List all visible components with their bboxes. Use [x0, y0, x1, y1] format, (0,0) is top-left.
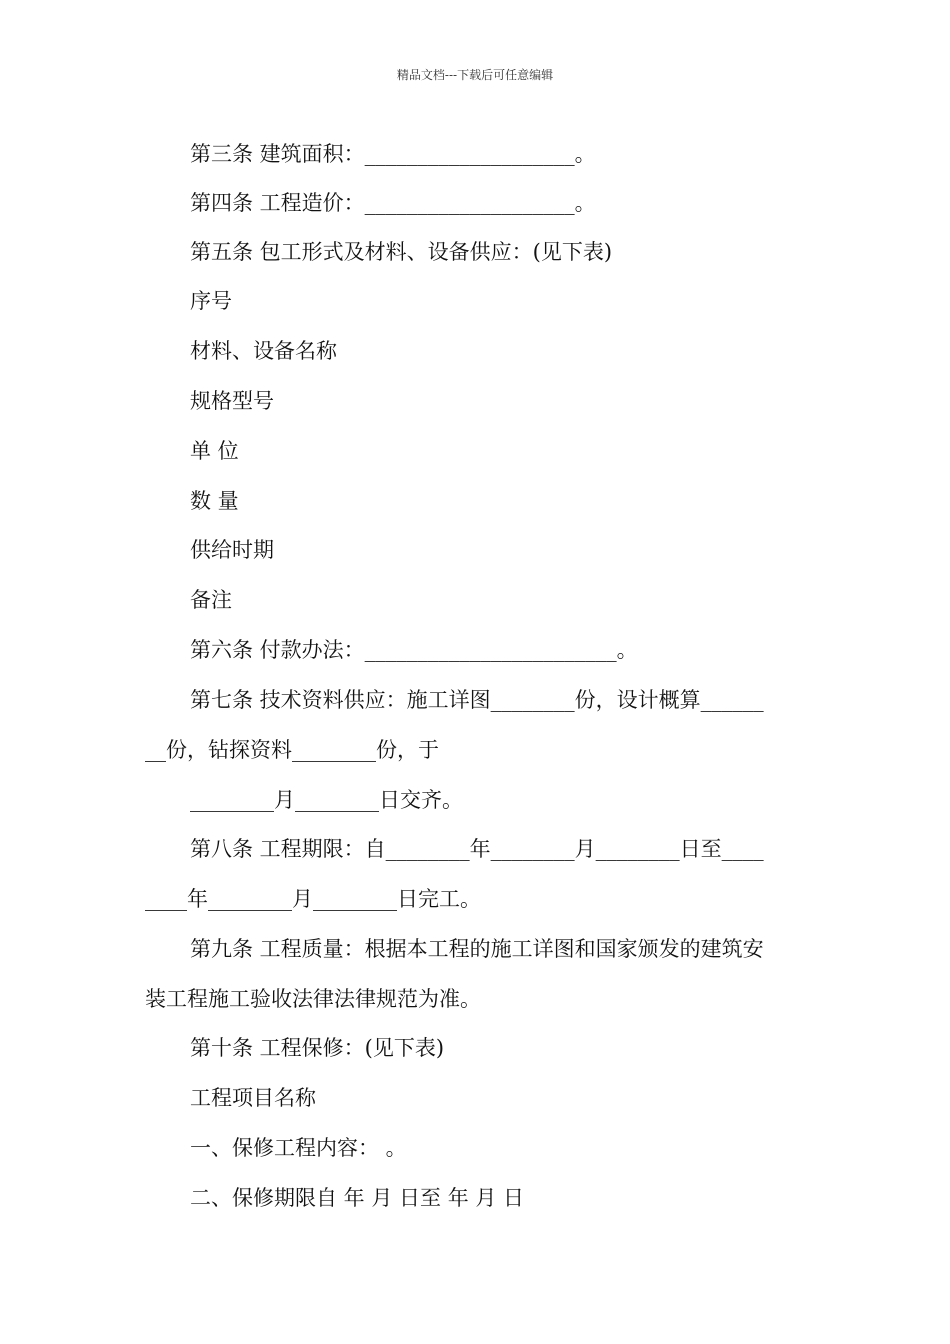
article-9-continuation: 装工程施工验收法律法律规范为准。 [145, 987, 481, 1011]
warranty-period: 二、保修期限自 年 月 日至 年 月 日 [190, 1186, 525, 1210]
table-header-material-name: 材料、设备名称 [190, 339, 337, 363]
article-7-technical-data: 第七条 技术资料供应：施工详图________份，设计概算______ [190, 688, 764, 712]
table-header-supply-period: 供给时期 [190, 538, 274, 562]
article-6-payment-method: 第六条 付款办法：________________________。 [190, 638, 638, 662]
article-4-project-cost: 第四条 工程造价：____________________。 [190, 191, 596, 215]
article-9-project-quality: 第九条 工程质量：根据本工程的施工详图和国家颁发的建筑安 [190, 937, 764, 961]
article-3-building-area: 第三条 建筑面积：____________________。 [190, 142, 596, 166]
table-header-unit: 单 位 [190, 439, 239, 463]
warranty-content: 一、保修工程内容： 。 [190, 1136, 407, 1160]
article-8-continuation: ____年________月________日完工。 [145, 887, 481, 911]
warranty-project-name: 工程项目名称 [190, 1086, 316, 1110]
table-header-remarks: 备注 [190, 588, 232, 612]
article-8-project-period: 第八条 工程期限：自________年________月________日至____ [190, 837, 764, 861]
article-5-contract-form: 第五条 包工形式及材料、设备供应：(见下表) [190, 240, 613, 264]
article-7-delivery-date: ________月________日交齐。 [190, 788, 463, 812]
article-10-warranty: 第十条 工程保修：(见下表) [190, 1036, 445, 1060]
table-header-serial-no: 序号 [190, 289, 232, 313]
page-header: 精品文档---下载后可任意编辑 [396, 68, 554, 82]
article-7-continuation: __份，钻探资料________份，于 [145, 738, 439, 762]
table-header-spec-model: 规格型号 [190, 389, 274, 413]
table-header-quantity: 数 量 [190, 489, 239, 513]
